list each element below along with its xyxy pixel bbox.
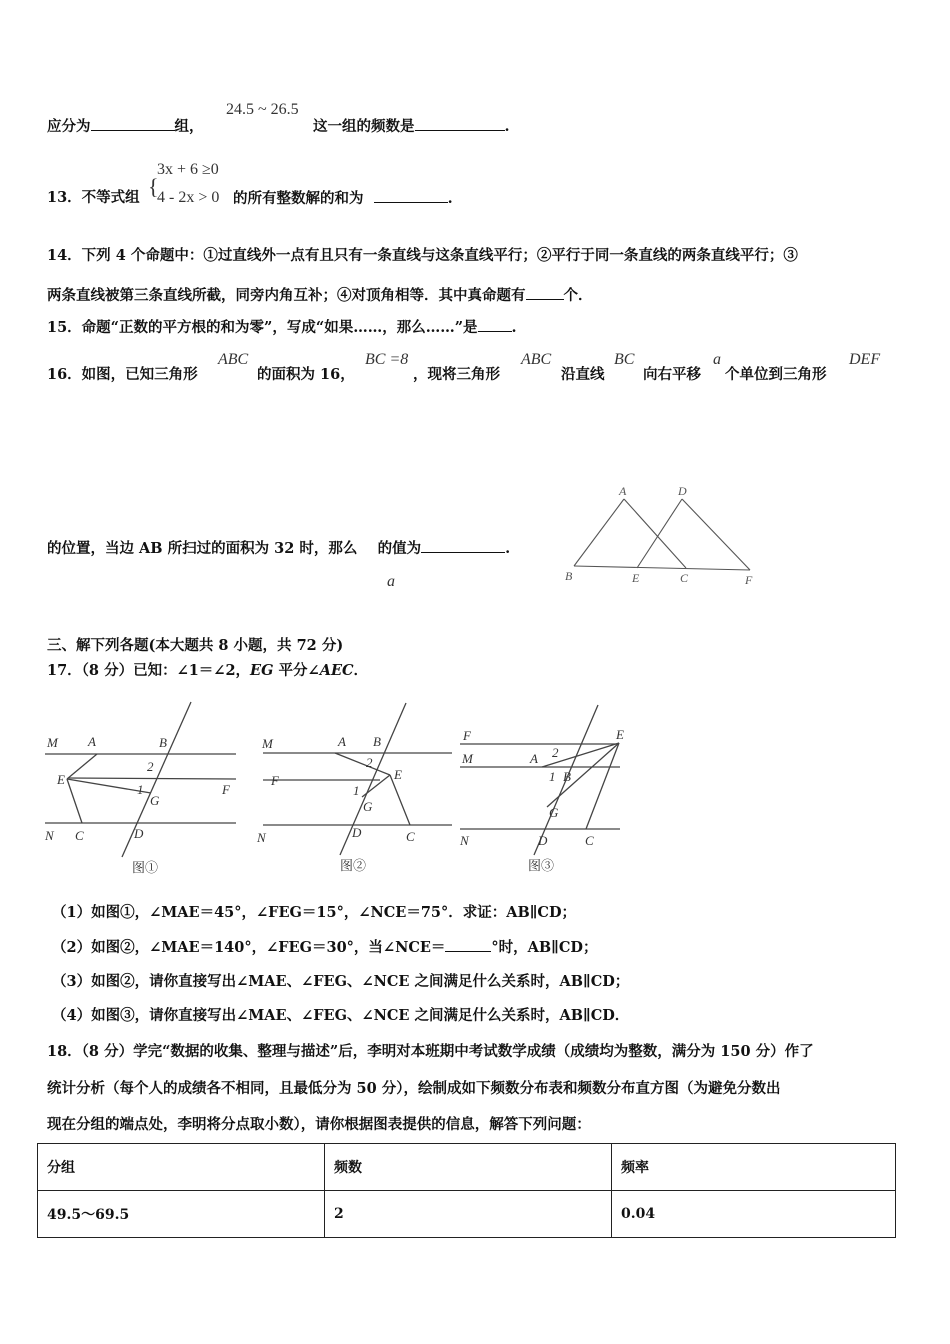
q16-math-bc: BC (614, 351, 635, 368)
fig1-label-a: A (88, 734, 96, 749)
fig2-segment-eg (362, 775, 390, 797)
q17-stem (47, 661, 368, 681)
fig2-label-e: E (394, 767, 402, 782)
fig2-label-d: D (352, 825, 362, 840)
q13-end: . (447, 190, 453, 207)
q15-blank[interactable] (478, 317, 512, 332)
fig3-label-g: G (549, 805, 559, 820)
q12-prefix: 应分为 (47, 118, 91, 135)
fig1-label-g: G (150, 793, 160, 808)
fig1-label-m: M (47, 735, 58, 750)
fig1-caption: 图① (132, 860, 159, 875)
q17-figures (0, 695, 950, 885)
fig1-label-c: C (75, 828, 84, 843)
q16-math-bc8: BC =8 (365, 351, 409, 368)
q13-blank[interactable] (374, 188, 448, 203)
q16-label-d: D (678, 484, 687, 498)
q12-line (47, 116, 204, 137)
fig2-label-f: F (271, 773, 279, 788)
q15-end: . (511, 319, 517, 336)
fig1-label-d: D (134, 826, 144, 841)
q12-blank-groups[interactable] (91, 116, 175, 131)
q17-sub-1: （1）如图①，∠MAE＝45°，∠FEG＝15°，∠NCE＝75°．求证：AB∥CD； (52, 904, 577, 921)
q17-stem-pre: 17．（8 分）已知：∠1＝∠2， (47, 662, 251, 679)
q16-part-5: 向右平移 (643, 366, 701, 383)
fig3-label-e: E (616, 727, 624, 742)
q16-label-b: B (565, 569, 573, 583)
q16-segment-df (682, 499, 750, 570)
fig2-label-g: G (363, 799, 373, 814)
q14-line-2 (47, 285, 593, 306)
frequency-table (37, 1143, 896, 1238)
q17-sub-2-blank[interactable] (445, 937, 491, 952)
q16-math-def: DEF (849, 351, 881, 368)
fig3-segment-ec (586, 743, 619, 829)
table-header-group: 分组 (38, 1144, 325, 1191)
q18-line-2: 统计分析（每个人的成绩各不相同，且最低分为 50 分），绘制成如下频数分布表和频数分布直方图（为避免分数出 (47, 1080, 781, 1097)
q16-part-2: 的面积为 16， (257, 366, 355, 383)
fig1-label-1: 1 (137, 782, 144, 797)
fig2-label-n: N (257, 830, 266, 845)
q16-line-2-text: 的位置，当边 AB 所扫过的面积为 32 时，那么 (47, 540, 358, 557)
fig2-caption: 图② (340, 858, 367, 873)
fig3-label-a: A (530, 751, 538, 766)
section-3-title: 三、解下列各题(本大题共 8 小题，共 72 分) (47, 637, 344, 654)
fig1-label-e: E (57, 772, 65, 787)
q18-line-3: 现在分组的端点处，李明将分点取小数），请你根据图表提供的信息，解答下列问题： (47, 1116, 591, 1133)
q16-math-a: a (713, 351, 721, 368)
q16-label-e: E (632, 571, 640, 585)
table-row (38, 1191, 896, 1238)
q16-segment-ac (624, 499, 686, 568)
q12-range: 24.5 ~ 26.5 (226, 101, 299, 118)
fig1-label-b: B (159, 735, 167, 750)
fig2-segment-ae (335, 753, 390, 775)
q14-line-2-text: 两条直线被第三条直线所截，同旁内角互补；④对顶角相等．其中真命题有 (47, 287, 526, 304)
q13-inequality-1: 3x + 6 ≥0 (157, 161, 219, 178)
fig3-caption: 图③ (528, 858, 555, 873)
q16-label-f: F (745, 573, 753, 587)
q16-segment-de (637, 499, 682, 568)
q17-stem-end: ． (353, 662, 369, 679)
fig3-label-d: D (538, 833, 548, 848)
q16-part-3: ，现将三角形 (413, 366, 500, 383)
fig3-label-b: B (563, 769, 571, 784)
table-header-row (38, 1144, 896, 1191)
q16-part-1: 16．如图，已知三角形 (47, 366, 198, 383)
q14-line-2-end: 个． (563, 287, 593, 304)
q12-blank-frequency[interactable] (415, 116, 505, 131)
q12-suffix: 这一组的频数是 (313, 118, 415, 135)
q16-line-2 (47, 538, 510, 559)
q16-triangle-figure (560, 482, 760, 590)
fig2-label-b: B (373, 734, 381, 749)
q15-text: 15．命题“正数的平方根的和为零”，写成“如果……，那么……”是 (47, 319, 478, 336)
fig1-label-n: N (45, 828, 54, 843)
fig1-label-2: 2 (147, 759, 154, 774)
fig1-line-ef (68, 778, 236, 779)
q17-stem-eg: EG (250, 662, 274, 679)
q18-line-1: 18．（8 分）学完“数据的收集、整理与描述”后，李明对本班期中考试数学成绩（成绩均为整数，满分为 150 分）作了 (47, 1043, 814, 1060)
q14-blank[interactable] (526, 285, 564, 300)
table-cell-rate: 0.04 (612, 1191, 896, 1238)
q12-end: . (504, 118, 510, 135)
q16-segment-ab (574, 499, 624, 566)
fig1-segment-ae (67, 754, 97, 779)
q16-segment-bf (574, 566, 750, 570)
q16-part-4: 沿直线 (561, 366, 605, 383)
q17-stem-aec: AEC (319, 662, 354, 679)
fig1-label-f: F (222, 782, 230, 797)
table-cell-frequency: 2 (325, 1191, 612, 1238)
fig2-label-c: C (406, 829, 415, 844)
fig2-label-m: M (262, 736, 273, 751)
fig3-label-1: 1 (549, 769, 556, 784)
q14-line-1: 14．下列 4 个命题中：①过直线外一点有且只有一条直线与这条直线平行；②平行于同一条直线的两条直线平行；③ (47, 247, 798, 264)
q12-mid: 组， (174, 118, 204, 135)
table-header-frequency: 频数 (325, 1144, 612, 1191)
fig3-label-2: 2 (552, 745, 559, 760)
fig1-segment-ec (67, 779, 82, 823)
q17-sub-2-text: （2）如图②，∠MAE＝140°，∠FEG＝30°，当∠NCE＝ (52, 939, 446, 956)
fig3-label-c: C (585, 833, 594, 848)
q16-end: . (505, 540, 511, 557)
fig3-label-f: F (463, 728, 471, 743)
fig3-label-n: N (460, 833, 469, 848)
q16-label-c: C (680, 571, 689, 585)
q16-math-abc-2: ABC (521, 351, 552, 368)
q16-math-abc-1: ABC (218, 351, 249, 368)
table-cell-group: 49.5～69.5 (38, 1191, 325, 1238)
q13-inequality-2: 4 - 2x > 0 (157, 189, 220, 206)
q17-sub-2-end: °时，AB∥CD； (491, 939, 598, 956)
q13-text (233, 188, 453, 209)
q16-a-label: a (387, 573, 395, 590)
fig1-transversal (122, 702, 191, 857)
fig2-label-2: 2 (366, 755, 373, 770)
q16-part-6: 个单位到三角形 (725, 366, 827, 383)
fig2-label-a: A (338, 734, 346, 749)
q16-line-2-value: 的值为 (377, 540, 422, 557)
q17-stem-mid: 平分∠ (273, 662, 320, 679)
fig2-segment-ec (390, 775, 410, 825)
q17-sub-2 (52, 937, 597, 958)
q16-blank[interactable] (421, 538, 505, 553)
q16-label-a: A (619, 484, 627, 498)
q13-text-label: 的所有整数解的和为 (233, 190, 364, 207)
fig2-label-1: 1 (353, 783, 360, 798)
q12-line-b (313, 116, 510, 137)
q13-brace: { (148, 174, 159, 199)
q15-line (47, 317, 517, 338)
q17-sub-4: （4）如图③，请你直接写出∠MAE、∠FEG、∠NCE 之间满足什么关系时，AB∥CD． (52, 1007, 630, 1024)
fig3-label-m: M (462, 751, 473, 766)
table-header-rate: 频率 (612, 1144, 896, 1191)
q13-number: 13．不等式组 (47, 189, 140, 206)
q17-sub-3: （3）如图②，请你直接写出∠MAE、∠FEG、∠NCE 之间满足什么关系时，AB∥CD； (52, 973, 630, 990)
